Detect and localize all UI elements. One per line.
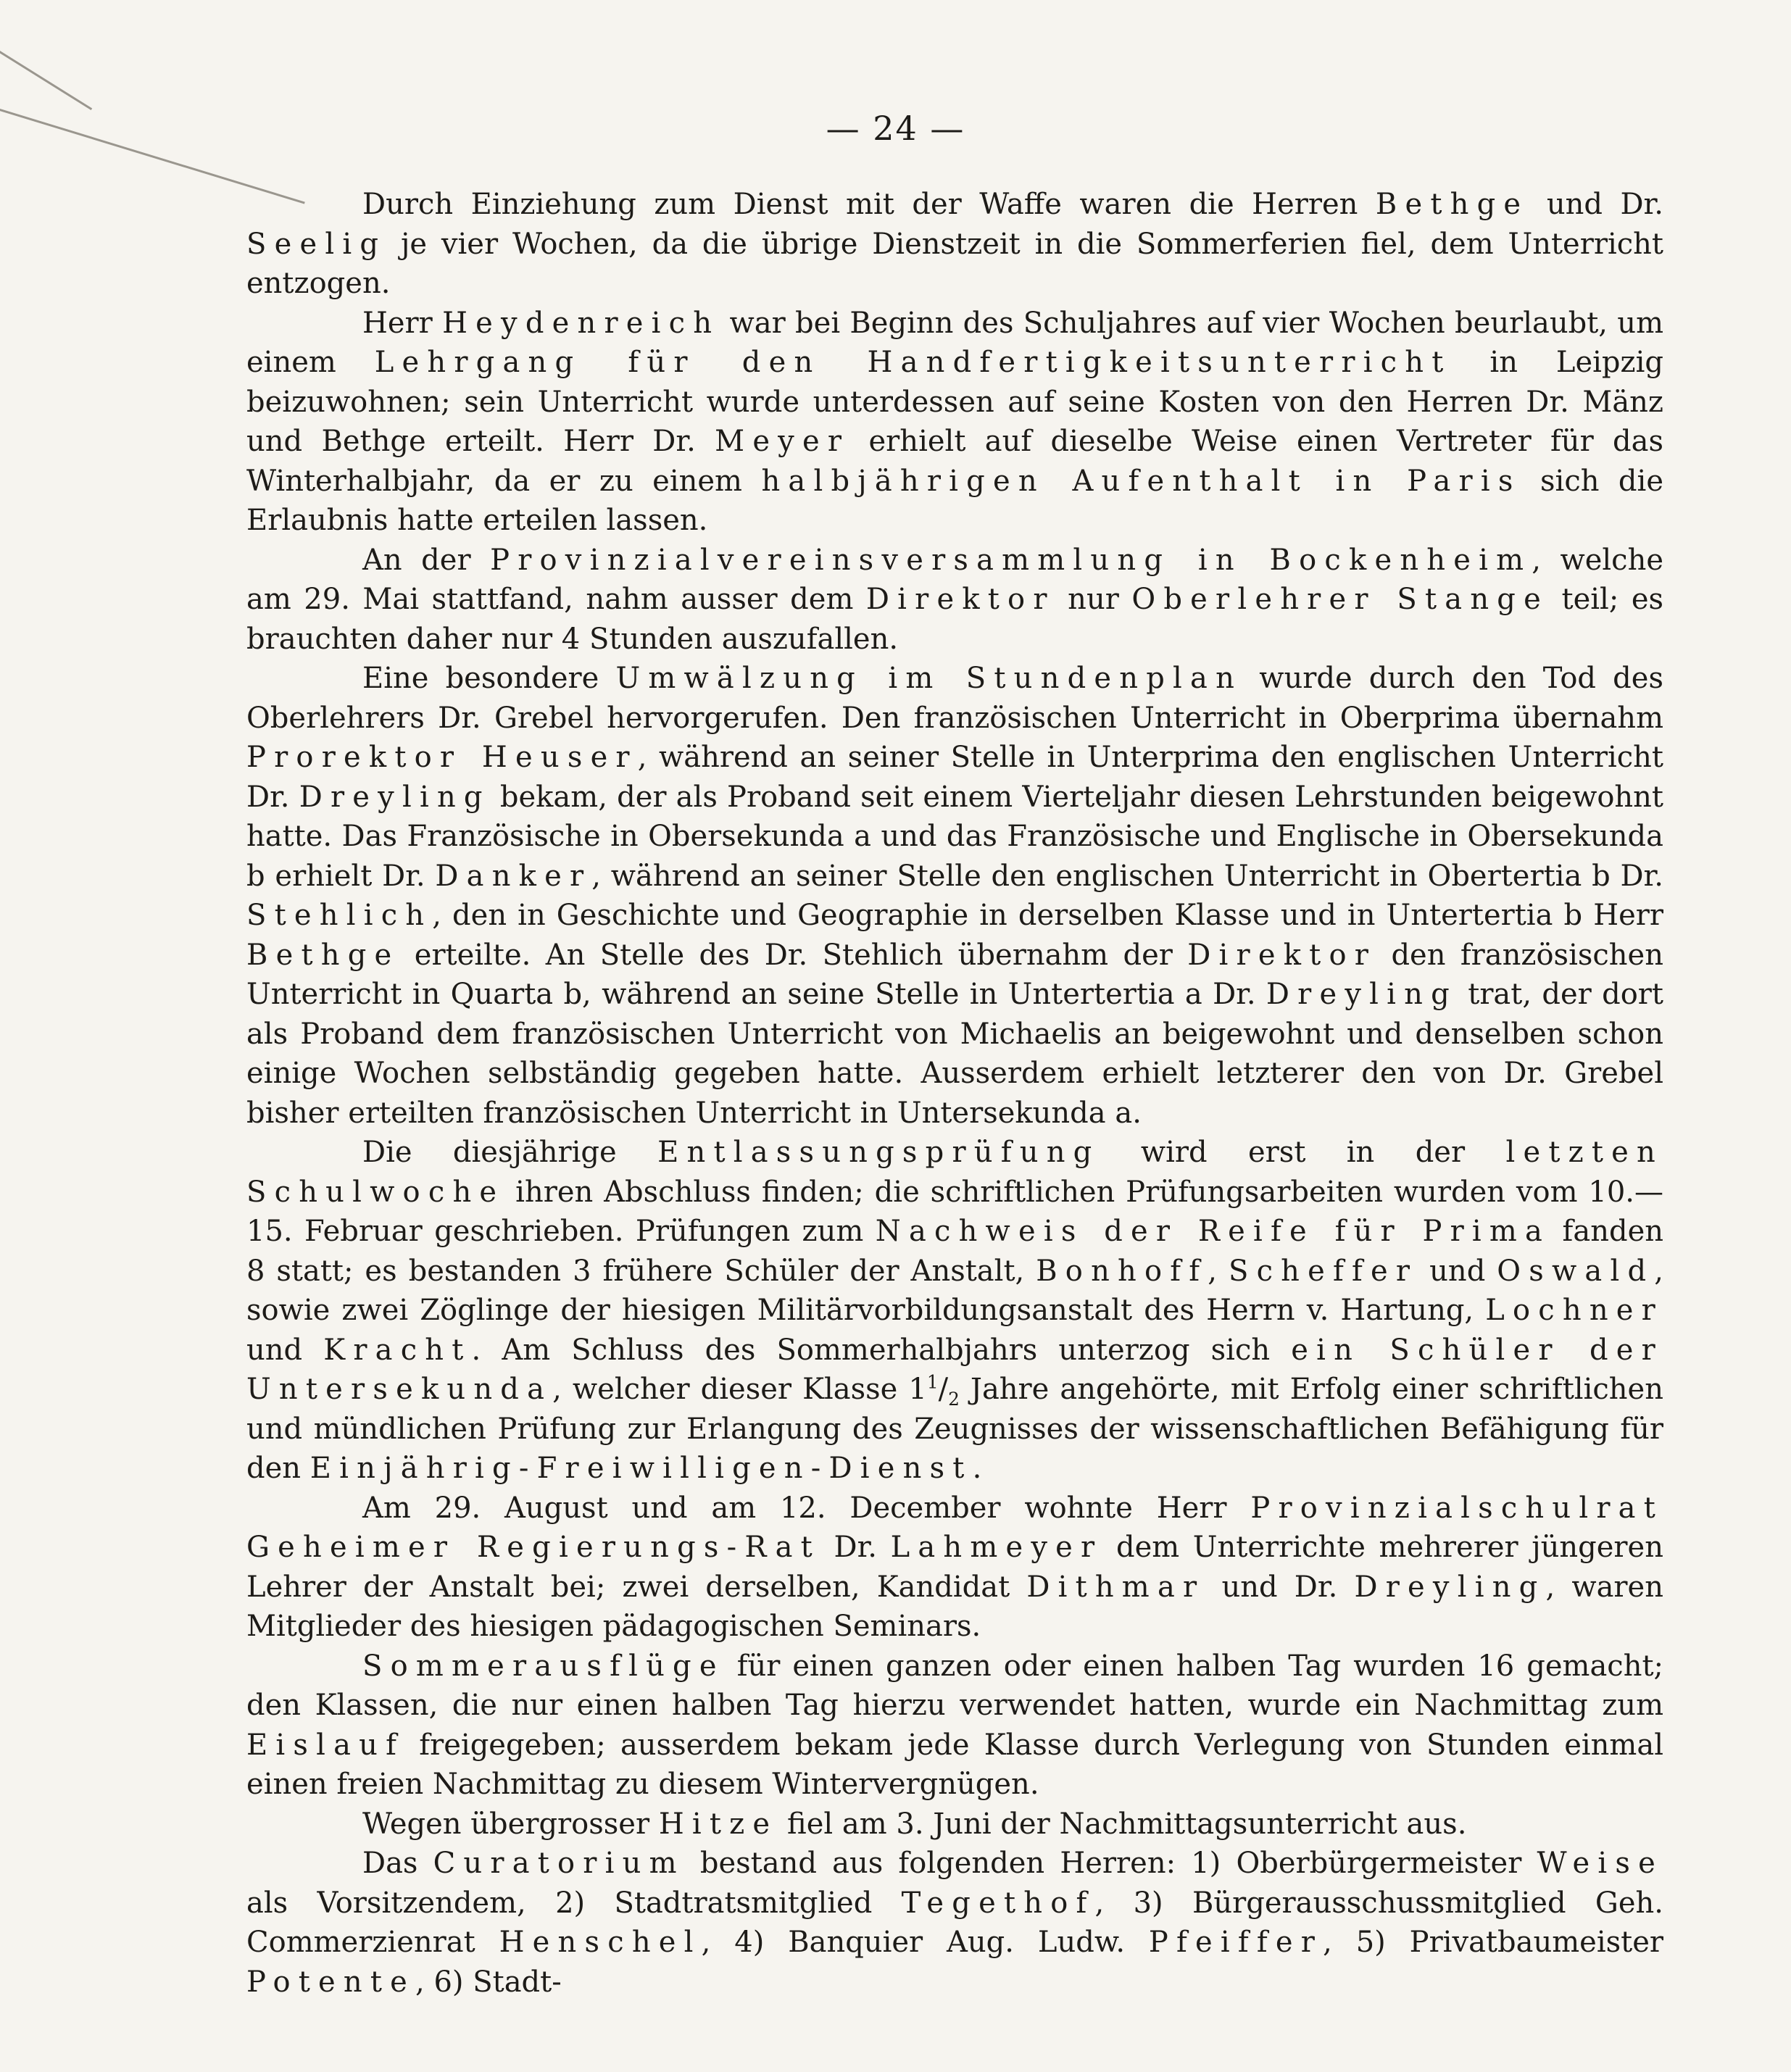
spaced-emphasis: Direktor [865, 583, 1055, 616]
fraction-denominator: 2 [948, 1389, 960, 1410]
spaced-emphasis: Lehrgang für den Handfertigkeitsunterricht [374, 346, 1452, 379]
text-run: freigegeben; ausserdem bekam jede Klasse durch Verlegung von Stunden einmal einen freien Nachmittag zu diesem Wintervergnügen. [246, 1728, 1663, 1801]
text-run: ihren Abschluss finden; die schriftlichen Prüfungsarbeiten wurden vom 10.—15. Februar geschrieben. Prüfungen zum [246, 1175, 1663, 1248]
text-run: , welcher dieser Klasse 1 [552, 1373, 927, 1406]
spaced-emphasis: Scheffer [1228, 1254, 1418, 1288]
text-run: Am 29. August und am 12. December wohnte Herr [362, 1491, 1251, 1525]
text-run: , den in Geschichte und Geographie in derselben Klasse und in Untertertia b Herr [432, 899, 1663, 932]
spaced-emphasis: halbjährigen Aufenthalt in Paris [761, 464, 1521, 498]
text-run: bestand aus folgenden Herren: 1) Oberbürgermeister [684, 1847, 1537, 1880]
text-run: , sowie zwei Zöglinge der hiesigen Militärvorbildungsanstalt des Herrn v. Hartung, [246, 1254, 1663, 1327]
text-run: Herr [362, 306, 443, 340]
spaced-emphasis: Potente [246, 1965, 416, 1999]
spaced-emphasis: Oberlehrer Stange [1131, 583, 1549, 616]
text-run: je vier Wochen, da die übrige Dienstzeit in die Sommerferien fiel, dem Unterricht entzogen. [246, 227, 1663, 300]
text-run: für einen ganzen oder einen halben Tag wurden 16 gemacht; den Klassen, die nur einen halben Tag hierzu verwendet hatten, wurde ein Nachmittag zum [246, 1649, 1663, 1722]
text-run: An der [362, 543, 491, 577]
text-run: teil; es brauchten daher nur 4 Stunden auszufallen. [246, 583, 1664, 656]
text-run: Die diesjährige [362, 1136, 658, 1169]
spaced-emphasis: Entlassungsprüfung [657, 1136, 1100, 1169]
spaced-emphasis: Dreyling [299, 780, 491, 814]
spaced-emphasis: Tegethof [901, 1886, 1095, 1920]
text-run: sich die Erlaubnis hatte erteilen lassen. [246, 464, 1663, 537]
text-run: / [938, 1373, 949, 1406]
text-run: dem Unterrichte mehrerer jüngeren Lehrer der Anstalt bei; zwei derselben, Kandidat [246, 1531, 1663, 1604]
spaced-emphasis: Weise [1537, 1847, 1663, 1880]
text-run: , 6) Stadt- [415, 1965, 562, 1999]
text-run: Durch Einziehung zum Dienst mit der Waffe waren die Herren [362, 188, 1376, 221]
spaced-emphasis: Henschel [499, 1926, 702, 1959]
paragraph [246, 659, 1663, 1133]
text-run: als Vorsitzendem, 2) Stadtratsmitglied [246, 1886, 902, 1920]
text-run: , [1208, 1254, 1229, 1288]
text-run: Eine besondere [362, 662, 616, 695]
text-run: erteilte. An Stelle des Dr. Stehlich übernahm der [399, 938, 1188, 972]
spaced-emphasis: Umwälzung im Stundenplan [615, 662, 1243, 695]
spaced-emphasis: Nachweis der Reife für Prima [875, 1215, 1551, 1248]
text-run: und [1418, 1254, 1497, 1288]
text-run: fiel am 3. Juni der Nachmittagsunterricht aus. [778, 1807, 1467, 1841]
text-run: nur [1055, 583, 1132, 616]
text-run: Wegen übergrosser [362, 1807, 659, 1841]
spaced-emphasis: Kracht [323, 1333, 472, 1367]
text-run: , während an seiner Stelle in Unterprima den englischen Unterricht Dr. [246, 741, 1663, 814]
text-run: . [972, 1452, 982, 1485]
spaced-emphasis: ein Schüler der Untersekunda [246, 1333, 1664, 1406]
spaced-emphasis: Dithmar [1026, 1570, 1205, 1604]
spaced-emphasis: Lahmeyer [890, 1531, 1103, 1564]
spaced-emphasis: Seelig [246, 227, 387, 261]
spaced-emphasis: letzten Schulwoche [246, 1136, 1663, 1209]
fraction-numerator: 1 [926, 1371, 939, 1393]
text-run: und [246, 1333, 324, 1367]
spaced-emphasis: Oswald [1497, 1254, 1655, 1288]
text-run: , waren Mitglieder des hiesigen pädagogischen Seminars. [246, 1570, 1663, 1643]
text-run: Dr. [820, 1531, 891, 1564]
spaced-emphasis: Eislauf [246, 1728, 405, 1762]
text-run: Das [362, 1847, 433, 1880]
spaced-emphasis: Sommerausflüge [362, 1649, 725, 1683]
text-run: in Leipzig beizuwohnen; sein Unterricht wurde unterdessen auf seine Kosten von den Herren Dr. Mänz und Bethge erteilt. Herr Dr. [246, 346, 1663, 458]
spaced-emphasis: Provinzialvereinsversammlung in Bockenheim [490, 543, 1532, 577]
spaced-emphasis: Bethge [1375, 188, 1529, 221]
spaced-emphasis: Einjährig-Freiwilligen-Dienst [309, 1452, 973, 1485]
paragraph [246, 1133, 1663, 1489]
text-run: Jahre angehörte, mit Erfolg einer schriftlichen und mündlichen Prüfung zur Erlangung des Zeugnisses der wissenschaftlichen Befähigung für den [246, 1373, 1663, 1485]
paragraph [246, 541, 1663, 660]
text-run: trat, der dort als Proband dem französischen Unterricht von Michaelis an beigewohnt und denselben schon einige Wochen selbständig gegeben hatte. Ausserdem erhielt letzterer den von Dr. Grebel bisher erteilten französischen Unterricht in Untersekunda a. [246, 978, 1663, 1130]
text-run: , 4) Banquier Aug. Ludw. [701, 1926, 1149, 1959]
spaced-emphasis: Danker [435, 859, 592, 893]
text-run: und Dr. [1205, 1570, 1355, 1604]
paragraph [246, 1844, 1663, 2002]
spaced-emphasis: Hitze [658, 1807, 778, 1841]
text-run: war bei Beginn des Schuljahres auf vier Wochen beurlaubt, um einem [246, 306, 1663, 379]
text-run: erhielt auf dieselbe Weise einen Vertreter für das Winterhalbjahr, da er zu einem [246, 425, 1663, 498]
spaced-emphasis: Provinzialschulrat Geheimer Regierungs-Rat [246, 1491, 1663, 1564]
spaced-emphasis: Dreyling [1266, 978, 1458, 1011]
text-run: , 3) Bürgerausschussmitglied Geh. Commerzienrat [246, 1886, 1663, 1959]
paragraph [246, 1647, 1663, 1805]
text-run: und Dr. [1529, 188, 1663, 221]
text-run: . Am Schluss des Sommerhalbjahrs unterzog sich [471, 1333, 1292, 1367]
spaced-emphasis: Heydenreich [442, 306, 720, 340]
text-run: wird erst in der [1100, 1136, 1506, 1169]
spaced-emphasis: Prorektor Heuser [246, 741, 638, 774]
paragraph [246, 1805, 1663, 1844]
body-text [246, 185, 1663, 2002]
text-run: , welche am 29. Mai stattfand, nahm ausser dem [246, 543, 1663, 616]
text-run: bekam, der als Proband seit einem Vierteljahr diesen Lehrstunden beigewohnt hatte. Das Französische in Obersekunda a und das Französische und Englische in Obersekunda b erhielt Dr. [246, 780, 1663, 893]
spaced-emphasis: Bethge [246, 938, 400, 972]
page-number: — 24 — [826, 109, 965, 148]
text-run: wurde durch den Tod des Oberlehrers Dr. Grebel hervorgerufen. Den französischen Unterricht in Oberprima übernahm [246, 662, 1663, 735]
spaced-emphasis: Curatorium [433, 1847, 685, 1880]
spaced-emphasis: Stehlich [246, 899, 433, 932]
spaced-emphasis: Pfeiffer [1148, 1926, 1323, 1959]
spaced-emphasis: Bonhoff [1036, 1254, 1208, 1288]
paragraph [246, 185, 1663, 304]
spaced-emphasis: Dreyling [1354, 1570, 1546, 1604]
paragraph [246, 1489, 1663, 1647]
spaced-emphasis: Direktor [1187, 938, 1377, 972]
paragraph [246, 304, 1663, 541]
spaced-emphasis: Meyer [715, 425, 850, 458]
text-run: den französischen Unterricht in Quarta b, während an seine Stelle in Untertertia a Dr. [246, 938, 1663, 1011]
text-run: , während an seiner Stelle den englischen Unterricht in Obertertia b Dr. [591, 859, 1663, 893]
corner-fold-line [0, 51, 92, 110]
spaced-emphasis: Lochner [1485, 1294, 1663, 1327]
text-run: fanden 8 statt; es bestanden 3 frühere Schüler der Anstalt, [246, 1215, 1664, 1288]
text-run: , 5) Privatbaumeister [1323, 1926, 1663, 1959]
